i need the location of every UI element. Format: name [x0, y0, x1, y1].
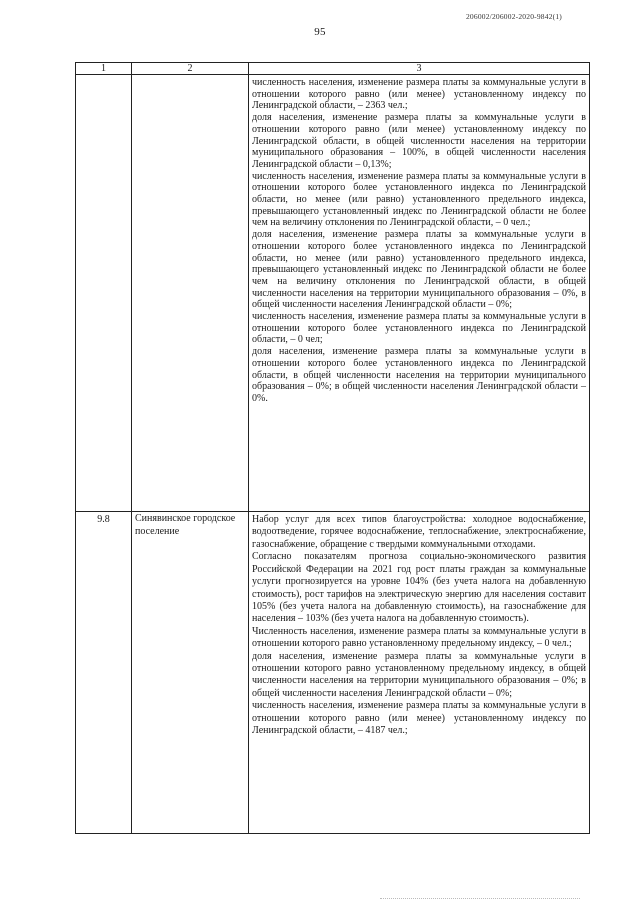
row-name-cell-empty	[132, 75, 249, 512]
paragraph: доля населения, изменение размера платы за коммунальные услуги в отношении которого более установленного индекса по Ленинградской области, но менее (или равно) установленного предельного индекса, превышающего установленный индекс по Ленинградской области не более чем на величину отклонения по Ленинградской области, в общей численности населения на территории муниципального образования – 0%, в общей численности населения Ленинградской области – 0%;	[252, 229, 586, 311]
paragraph: Численность населения, изменение размера платы за коммунальные услуги в отношении которого равно установленному предельному индексу, – 0 чел.;	[252, 625, 586, 650]
column-header-3: 3	[249, 63, 590, 75]
paragraph: численность населения, изменение размера платы за коммунальные услуги в отношении которого равно (или менее) установленному индексу по Ленинградской области, – 2363 чел.;	[252, 77, 586, 112]
paragraph: численность населения, изменение размера платы за коммунальные услуги в отношении которого более установленного индекса по Ленинградской области, но менее (или равно) установленного предельного индекса, превышающего установленный индекс по Ленинградской области не более чем на величину отклонения по Ленинградской области, – 0 чел.;	[252, 170, 586, 229]
tariff-table	[75, 62, 590, 834]
row-text-cell	[249, 512, 590, 834]
paragraph: численность населения, изменение размера платы за коммунальные услуги в отношении которого равно (или менее) установленному индексу по Ленинградской области, – 4187 чел.;	[252, 700, 586, 737]
table-row-9-8	[76, 512, 590, 834]
paragraph: доля населения, изменение размера платы за коммунальные услуги в отношении которого более установленного индекса по Ленинградской области, в общей численности населения на территории муниципального образования – 0%; в общей численности населения Ленинградской области – 0%.	[252, 346, 586, 404]
column-header-2: 2	[132, 63, 249, 75]
column-header-1: 1	[76, 63, 132, 75]
table-row-continuation	[76, 75, 590, 512]
row-text-cell	[249, 75, 590, 512]
scan-artifact-dots	[380, 898, 580, 901]
row-number: 9.8	[76, 512, 132, 834]
paragraph: Согласно показателям прогноза социально-экономического развития Российской Федерации на 2021 год рост платы граждан за коммунальные услуги прогнозируется на уровне 104% (без учета налога на добавленную стоимость), рост тарифов на электрическую энергию для населения составит 105% (без учета налога на добавленную стоимость), на газоснабжение для населения – 103% (без учета налога на добавленную стоимость).	[252, 551, 586, 625]
row-number-cell-empty	[76, 75, 132, 512]
paragraph: доля населения, изменение размера платы за коммунальные услуги в отношении которого равно установленному предельному индексу, в общей численности населения на территории муниципального образования – 0%; в общей численности населения Ленинградской области – 0%;	[252, 650, 586, 699]
settlement-name: Синявинское городское поселение	[132, 512, 249, 834]
page-number: 95	[314, 26, 326, 38]
paragraph: доля населения, изменение размера платы за коммунальные услуги в отношении которого равно (или менее) установленному индексу по Ленинградской области, в общей численности населения на территории муниципального образования – 100%, в общей численности населения Ленинградской области – 0,13%;	[252, 112, 586, 170]
paragraph: численность населения, изменение размера платы за коммунальные услуги в отношении которого более установленного индекса по Ленинградской области, – 0 чел;	[252, 311, 586, 346]
paragraph: Набор услуг для всех типов благоустройства: холодное водоснабжение, водоотведение, горячее водоснабжение, теплоснабжение, электроснабжение, газоснабжение, обращение с твердыми коммунальными отходами.	[252, 514, 586, 550]
header-row	[76, 63, 590, 75]
document-code: 206002/206002-2020-9842(1)	[465, 12, 562, 21]
